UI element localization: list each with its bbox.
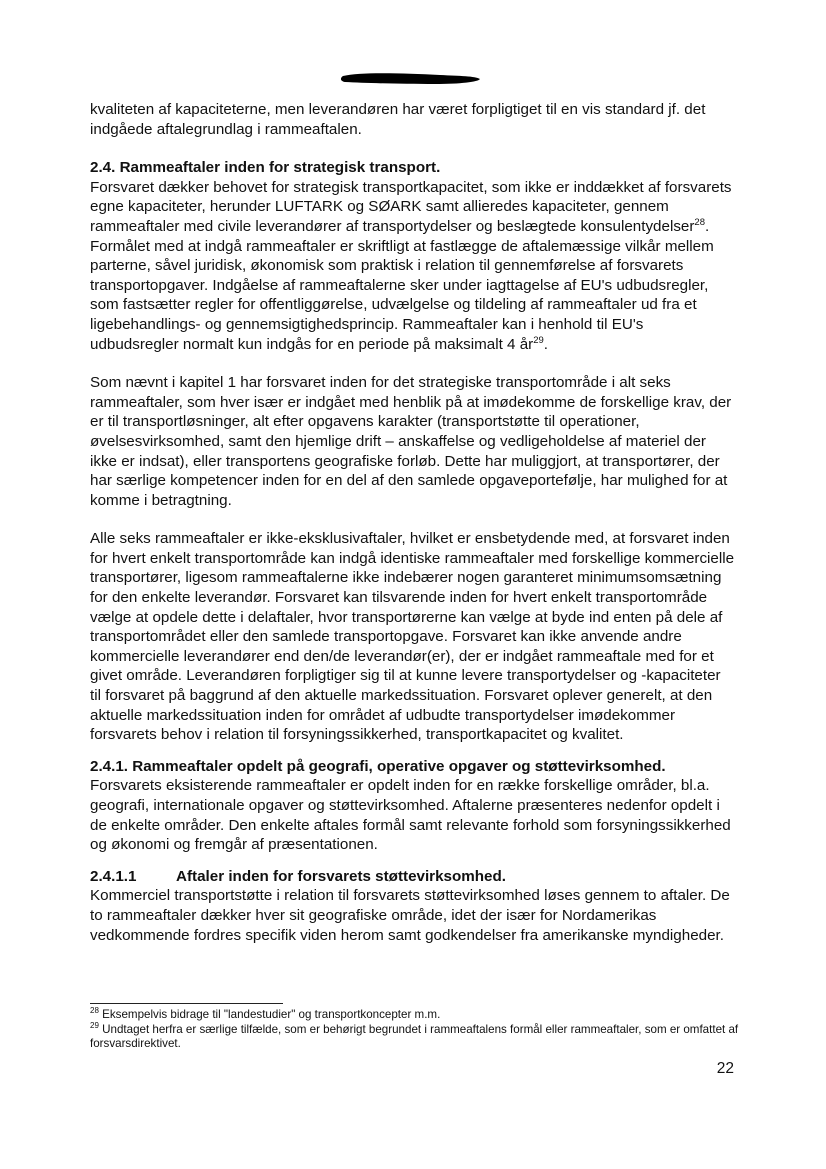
paragraph-text: Forsvaret dækker behovet for strategisk transportkapacitet, som ikke er inddækket af forsvarets egne kapaciteter, herunder LUFTARK og SØARK samt allieredes kapaciteter, gennem rammeaftaler med civile leverandører af transportydelser og beslægtede konsulentydelser (90, 178, 732, 235)
page-number: 22 (716, 1060, 734, 1077)
footnote-text: Eksempelvis bidrage til "landestudier" og transportkoncepter m.m. (102, 1008, 441, 1021)
section-2-4-heading (90, 158, 735, 178)
section-title: Rammeaftaler inden for strategisk transport. (119, 159, 441, 177)
section-number: 2.4.1.1 (90, 867, 137, 885)
document-body (90, 100, 735, 945)
section-number: 2.4. (90, 159, 116, 177)
section-2-4-paragraph-3: Alle seks rammeaftaler er ikke-eksklusivaftaler, hvilket er ensbetydende med, at forsvaret inden for hvert enkelt transportområde kan indgå identiske rammeaftaler med forskellige kommercielle transportører, ligesom rammeaftalerne ikke indebærer nogen garanteret minimumsomsætning for den enkelte leverandør. Forsvaret kan tilsvarende inden for hvert enkelt transportområde vælge at opdele dette i delaftaler, hvor transportørerne kan vælge at byde ind enten på dele af transportområdet eller den samlede transportopgave. Forsvaret kan ikke anvende andre kommercielle leverandører end den/de leverandør(er), der er indgået rammeaftale med for et givet område. Leverandøren forpligtiger sig til at kunne levere transportydelser og -kapaciteter til forsvaret på baggrund af den aktuelle markedssituation. Forsvaret oplever generelt, at den aktuelle markedssituation inden for området af udbudte transportydelser imødekommer forsvarets behov i relation til forsyningssikkerhed, transportkapacitet og kvalitet. (90, 530, 735, 744)
footnote-ref: 28 (694, 216, 705, 228)
section-2-4-paragraph-1 (90, 178, 735, 354)
redaction-mark (340, 70, 482, 87)
section-2-4-1-heading (90, 757, 735, 777)
footnotes (90, 1008, 740, 1052)
section-2-4-1-1-paragraph: Kommerciel transportstøtte i relation til forsvarets støttevirksomhed løses gennem to aftaler. De to rammeaftaler dækker hver sit geografiske område, idet der især for Nordamerikas vedkommende fordres specifik viden herom samt godkendelser fra amerikanske myndigheder. (90, 887, 730, 944)
section-title: Aftaler inden for forsvarets støttevirksomhed. (176, 867, 506, 885)
intro-paragraph: kvaliteten af kapaciteterne, men leverandøren har været forpligtiget til en vis standard jf. det indgåede aftalegrundlag i rammeaftalen. (90, 101, 706, 138)
paragraph-text: . (543, 335, 549, 353)
footnote-number: 28 (90, 1006, 99, 1015)
footnote-ref: 29 (533, 334, 544, 346)
footnote-text: Undtaget herfra er særlige tilfælde, som er behørigt begrundet i rammeaftalens formål eller rammeaftaler, som er omfattet af forsvarsdirektivet. (90, 1022, 739, 1051)
section-title: Rammeaftaler opdelt på geografi, operative opgaver og støttevirksomhed. (132, 757, 666, 775)
footnote-29 (90, 1020, 740, 1052)
section-2-4-paragraph-2: Som nævnt i kapitel 1 har forsvaret inden for det strategiske transportområde i alt seks rammeaftaler, som hver især er indgået med henblik på at imødekomme de forskellige krav, der er til transportløsninger, alt efter opgavens karakter (transportstøtte til operationer, øvelsesvirksomhed, samt den hjemlige drift – anskaffelse og vedligeholdelse af materiel der ikke er indsat), eller transportens geografiske forløb. Dette har muliggjort, at transportører, der har særlige kompetencer inden for en del af den samlede opgaveportefølje, har mulighed for at komme i betragtning. (90, 374, 732, 509)
footnote-number: 29 (90, 1020, 99, 1030)
section-2-4-1-1-heading (90, 867, 735, 887)
footnote-28 (90, 1008, 740, 1023)
section-number: 2.4.1. (90, 757, 128, 775)
footnote-divider (90, 1003, 283, 1004)
section-2-4-1-paragraph: Forsvarets eksisterende rammeaftaler er opdelt inden for en række forskellige områder, bl.a. geografi, internationale opgaver og støttevirksomhed. Aftalerne præsenteres nedenfor opdelt i de enkelte områder. Den enkelte aftales formål samt relevante forhold som forsyningssikkerhed og økonomi og fremgår af præsentationen. (90, 777, 731, 854)
paragraph-text: . Formålet med at indgå rammeaftaler er skriftligt at fastlægge de aftalemæssige vilkår mellem parterne, såvel juridisk, økonomisk som praktisk i relation til gennemførelse af forsvarets transportopgaver. Indgåelse af rammeaftalerne sker under iagttagelse af EU's udbudsregler, som fastsætter regler for offentliggørelse, udvælgelse og tildeling af rammeaftaler ud fra et ligebehandlings- og gennemsigtighedsprincip. Rammeaftaler kan i henhold til EU's udbudsregler normalt kun indgås for en periode på maksimalt 4 år (90, 217, 714, 353)
